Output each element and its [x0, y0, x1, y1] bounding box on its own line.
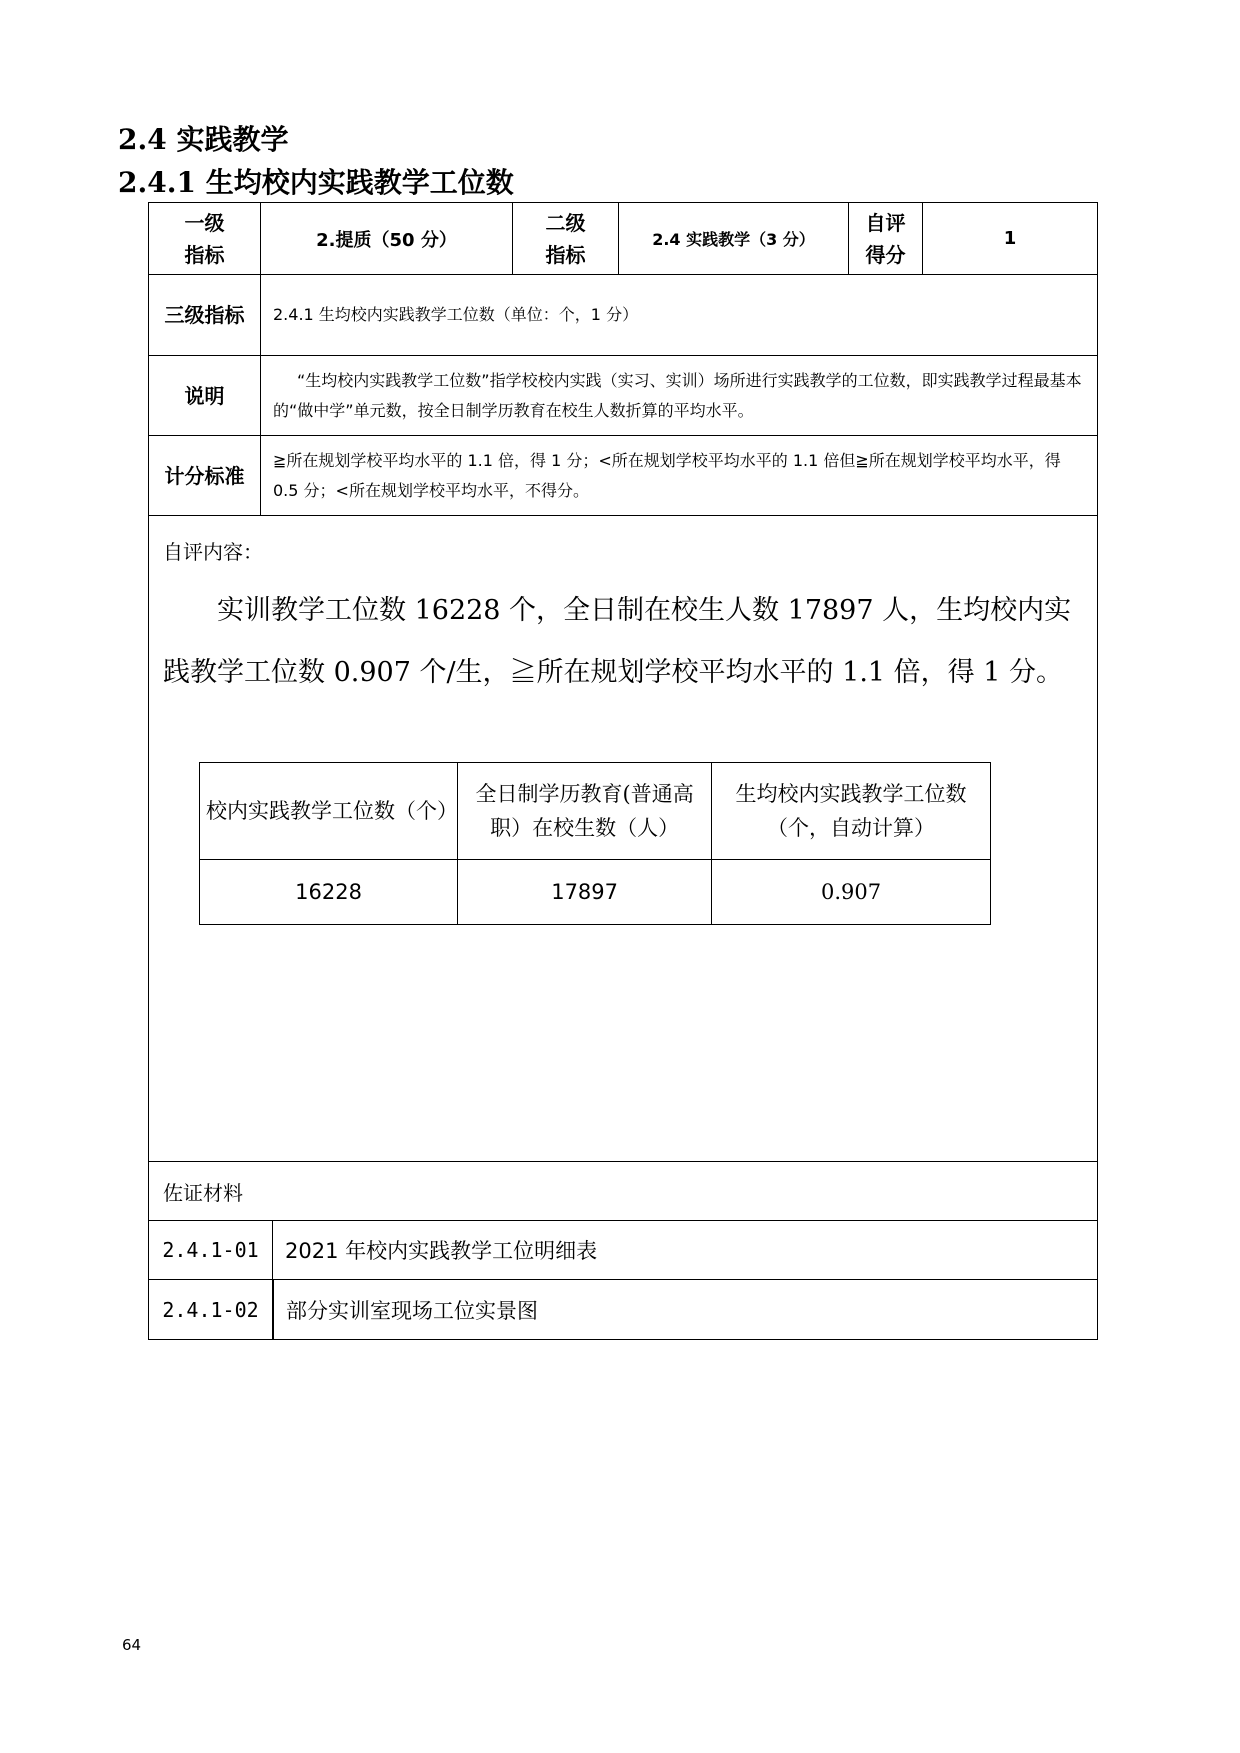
evidence-code: 2.4.1-02 — [149, 1280, 273, 1339]
scoring-value: ≧所在规划学校平均水平的 1.1 倍，得 1 分；<所在规划学校平均水平的 1.1 倍但≧所在规划学校平均水平，得 0.5 分；<所在规划学校平均水平，不得分。 — [273, 450, 1061, 500]
scoring-row — [149, 436, 1097, 516]
explanation-value: “生均校内实践教学工位数”指学校校内实践（实习、实训）场所进行实践教学的工位数，即实践教学过程最基本的“做中学”单元数，按全日制学历教育在校生人数折算的平均水平。 — [273, 370, 1082, 420]
evidence-item-row — [149, 1280, 1097, 1454]
self-evaluation-paragraph: 实训教学工位数 16228 个，全日制在校生人数 17897 人，生均校内实践教学工位数 0.907 个/生，≧所在规划学校平均水平的 1.1 倍，得 1 分。 — [163, 595, 1072, 688]
calc-table-header: 校内实践教学工位数（个） — [200, 763, 458, 860]
level2-label: 二级 指标 — [513, 203, 619, 274]
level3-label: 三级指标 — [149, 275, 261, 355]
evidence-title[interactable]: 2021 年校内实践教学工位明细表 — [285, 1239, 598, 1263]
level2-value: 2.4 实践教学（3 分） — [619, 203, 849, 274]
evidence-code: 2.4.1-01 — [149, 1221, 273, 1279]
calc-table-cell: 16228 — [200, 860, 458, 925]
calc-table — [199, 762, 991, 925]
explanation-row — [149, 356, 1097, 436]
evidence-title[interactable]: 部分实训室现场工位实景图 — [273, 1280, 1097, 1339]
level3-value: 2.4.1 生均校内实践教学工位数（单位：个，1 分） — [273, 305, 639, 324]
self-score-label: 自评 得分 — [849, 203, 923, 274]
level1-value: 2.提质（50 分） — [261, 203, 513, 274]
section-heading: 2.4 实践教学 — [118, 123, 289, 156]
self-score-value: 1 — [1003, 228, 1017, 249]
self-evaluation-section — [149, 516, 1097, 1162]
indicator-form — [148, 202, 1098, 1340]
level1-label: 一级 指标 — [149, 203, 261, 274]
calc-table-cell: 17897 — [458, 860, 712, 925]
evidence-label: 佐证材料 — [163, 1180, 243, 1205]
self-evaluation-text — [163, 580, 1093, 704]
explanation-label: 说明 — [149, 356, 261, 435]
page-number: 64 — [122, 1636, 142, 1654]
evidence-title-row — [149, 1162, 1097, 1221]
calc-table-header: 全日制学历教育(普通高职）在校生数（人） — [458, 763, 712, 860]
calc-table-header: 生均校内实践教学工位数（个，自动计算） — [712, 763, 991, 860]
indicator-header-row — [149, 203, 1097, 275]
level3-row — [149, 275, 1097, 356]
calc-table-cell: 0.907 — [712, 860, 991, 925]
calc-table-row — [200, 860, 991, 925]
scoring-label: 计分标准 — [149, 436, 261, 515]
calc-table-header-row — [200, 763, 991, 860]
evidence-item-row — [149, 1221, 1097, 1280]
subsection-heading: 2.4.1 生均校内实践教学工位数 — [118, 166, 514, 199]
self-evaluation-label: 自评内容： — [163, 540, 263, 564]
